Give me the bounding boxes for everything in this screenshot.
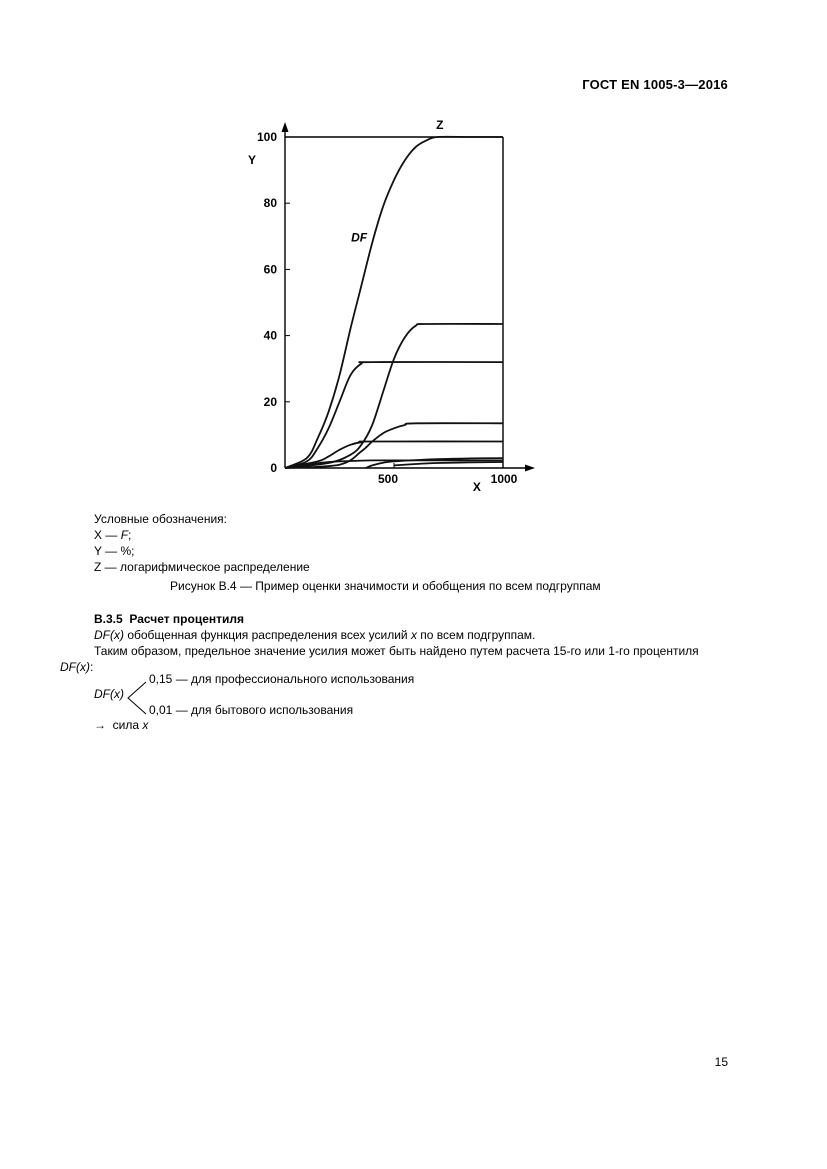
chart-labels xyxy=(248,118,518,494)
figure-legend xyxy=(94,511,310,575)
page-number: 15 xyxy=(714,1055,728,1069)
formula-option-household: 0,01 — для бытового использования xyxy=(149,703,354,717)
figure-chart xyxy=(240,112,560,497)
y-tick-label: 60 xyxy=(263,262,277,277)
arrow-line: → сила x xyxy=(94,718,149,732)
y-axis-arrow xyxy=(282,122,289,132)
chart-axes xyxy=(282,122,536,472)
percentile-formula xyxy=(94,672,494,722)
document-header: ГОСТ EN 1005-3—2016 xyxy=(582,77,728,92)
section-b35 xyxy=(94,611,535,643)
chart-series xyxy=(285,137,503,468)
x-axis-arrow xyxy=(525,465,535,472)
y-axis-label: Y xyxy=(247,153,257,167)
legend-title: Условные обозначения: xyxy=(94,512,227,526)
section-paragraph-2: Таким образом, предельное значение усилия может быть найдено путем расчета 15-го или 1-го процентиля DF(x): xyxy=(60,644,699,674)
series-line-s3 xyxy=(285,324,503,468)
y-tick-label: 20 xyxy=(263,394,277,409)
x-tick-label: 1000 xyxy=(490,472,518,486)
series-line-DF xyxy=(285,137,503,468)
angle-brace-icon xyxy=(126,681,148,715)
legend-item-x: X — F; xyxy=(94,528,132,542)
y-tick-label: 40 xyxy=(263,328,277,343)
series-label-DF: DF xyxy=(351,230,368,245)
z-label: Z xyxy=(436,118,444,132)
formula-option-professional: 0,15 — для профессионального использования xyxy=(149,672,415,686)
series-line-s8 xyxy=(394,462,503,465)
series-line-s2 xyxy=(285,362,503,468)
section-heading: В.3.5 Расчет процентиля xyxy=(94,612,245,626)
x-tick-label: 500 xyxy=(377,472,399,486)
y-tick-label: 80 xyxy=(263,196,277,211)
right-arrow-icon: → xyxy=(94,718,106,732)
section-line-1: DF(x) обобщенная функция распределения всех усилий x по всем подгруппам. xyxy=(94,628,536,642)
figure-caption: Рисунок В.4 — Пример оценки значимости и обобщения по всем подгруппам xyxy=(170,579,601,593)
y-tick-label: 100 xyxy=(256,130,277,144)
formula-function: DF(x) xyxy=(94,687,124,701)
x-axis-label: X xyxy=(472,480,481,494)
legend-item-z: Z — логарифмическое распределение xyxy=(94,560,310,574)
legend-item-y: Y — %; xyxy=(94,544,135,558)
y-tick-label: 0 xyxy=(270,461,277,475)
